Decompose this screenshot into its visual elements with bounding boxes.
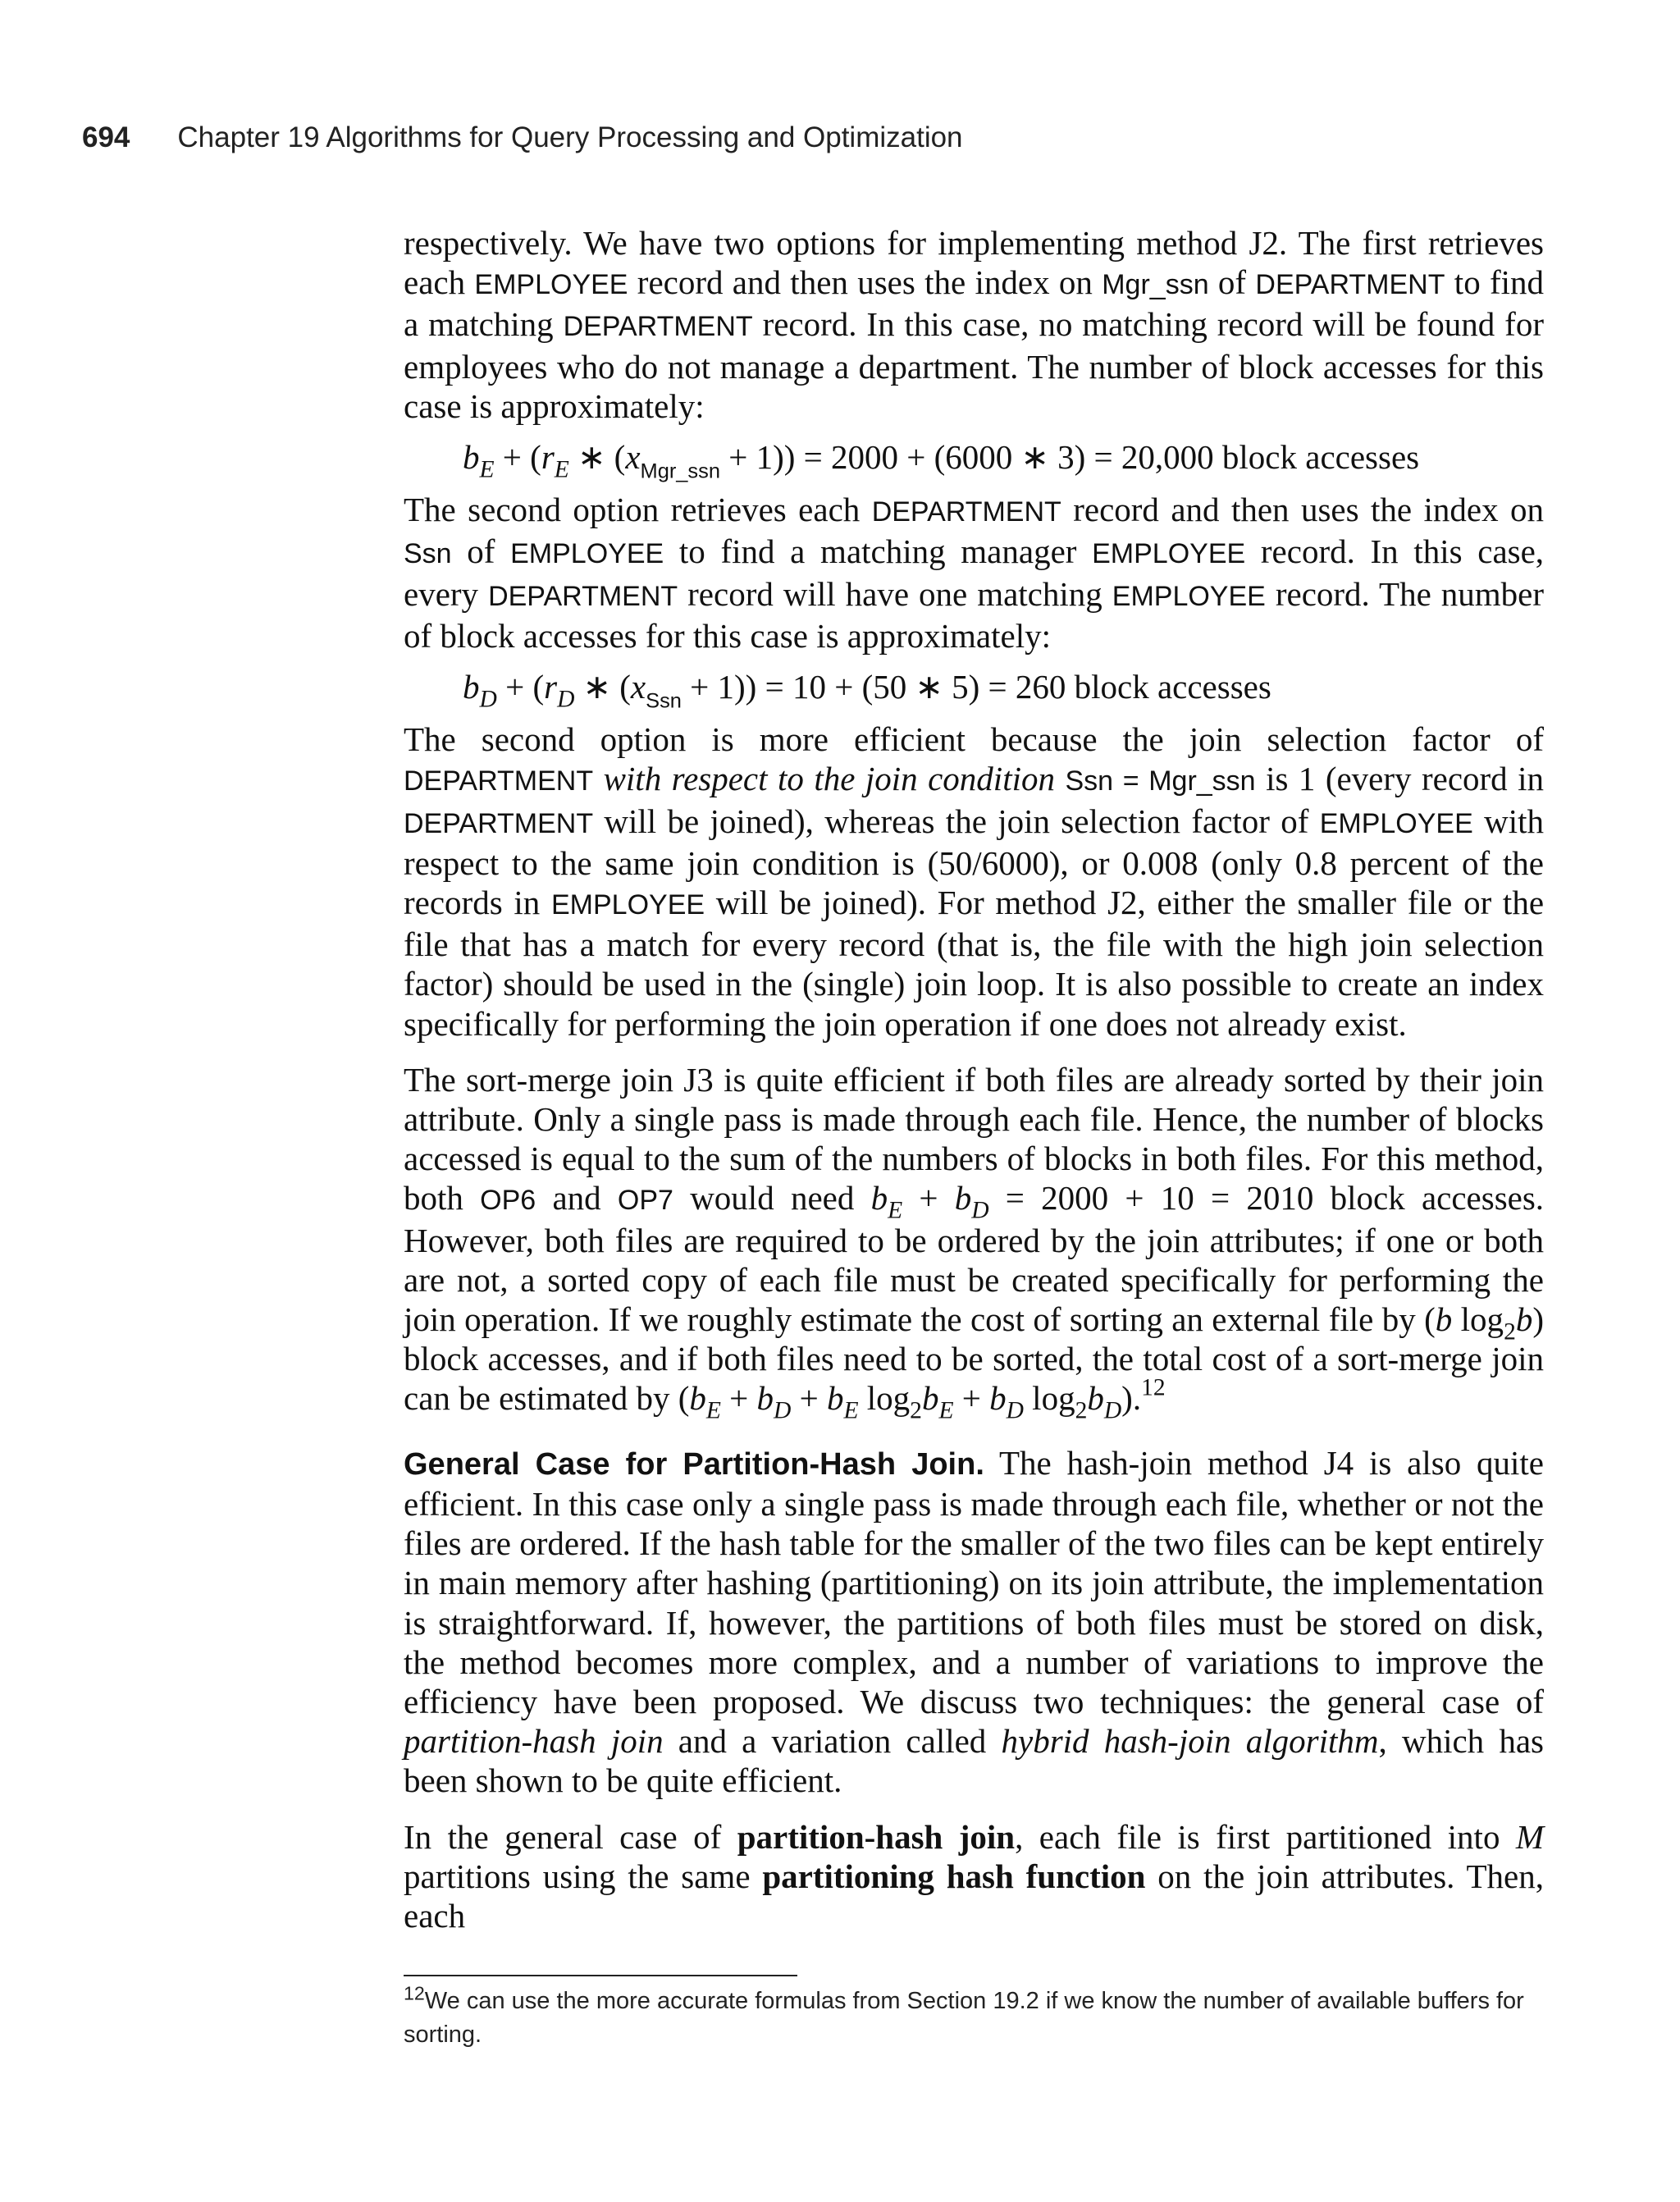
text: will be joined). For method J2, either the smaller file or the file that has a match for every record (that is, the file with the high join selection factor) should be used in the (single) join loop. It is also possible to create an index specifically for performing the join operation if one does not already exist. bbox=[404, 884, 1545, 1043]
bold-term: partitioning hash function bbox=[762, 1857, 1146, 1895]
italic-text: hybrid hash-join algorithm bbox=[1001, 1722, 1379, 1761]
text: will be joined), whereas the join selection factor of bbox=[604, 802, 1309, 840]
text: record. The number of block accesses for this case is approximately: bbox=[404, 574, 1545, 655]
text: is 1 (every record in bbox=[1266, 760, 1545, 798]
attribute-name: Ssn bbox=[1065, 765, 1114, 797]
attribute-name: Mgr_ssn bbox=[1148, 765, 1256, 797]
page-number: 694 bbox=[82, 121, 130, 153]
text: = 2000 + 10 = 2010 block accesses. However, both files are required to be ordered by the join attributes; if one or both are not, a sorted copy of each file must be created specifically for performing the join operation. If we roughly estimate the cost of sorting an external file by ( bbox=[404, 1179, 1545, 1339]
operation-name: OP6 bbox=[480, 1185, 536, 1217]
text: with respect to the same join condition is (50/6000), or 0.008 (only 0.8 percent of the records in bbox=[404, 802, 1545, 922]
relation-name: DEPARTMENT bbox=[1255, 269, 1445, 301]
text: ) block accesses, and if both files need to be sorted, the total cost of a sort-merge join can be estimated by ( bbox=[404, 1300, 1544, 1418]
relation-name: DEPARTMENT bbox=[563, 311, 753, 343]
text: to find a matching bbox=[404, 263, 1545, 344]
equation-option-one: $b_E + (r_E$ ∗ $(x_{Mgr\_ssn} + 1)) = 2000 + (6000$ ∗ 3) = 20,000 block accesses bbox=[463, 438, 1420, 483]
text: The second option is more efficient because the join selection factor of bbox=[404, 720, 1544, 759]
text: respectively. We have two options for implementing method J2. The first retrieves each bbox=[404, 224, 1544, 302]
text: partitions using the same bbox=[404, 1857, 751, 1895]
equation-text: + 1)) = 2000 + (6000 ∗ 3) = 20,000 block accesses bbox=[719, 438, 1420, 477]
text: , which has been shown to be quite efficient. bbox=[404, 1722, 1544, 1800]
text: record will have one matching bbox=[687, 574, 1102, 613]
text: The sort-merge join J3 is quite efficient if both files are already sorted by their join attribute. Only a single pass is made through each file. Hence, the number of blocks accessed is equal to the sum of the numbers of blocks in both files. For this method, both bbox=[404, 1060, 1544, 1217]
text: record and then uses the index on bbox=[1073, 491, 1545, 529]
bold-term: partition-hash join bbox=[737, 1817, 1016, 1856]
text: , each file is first partitioned into bbox=[1015, 1817, 1500, 1856]
text: record. In this case, no matching record will be found for employees who do not manage a department. The number of block accesses for this case is approximately: bbox=[404, 305, 1544, 425]
footnote bbox=[404, 1982, 1544, 2052]
subscript-attribute: Mgr_ssn bbox=[640, 459, 720, 483]
text: The second option retrieves each bbox=[404, 491, 861, 529]
text: on the join attributes. Then, each bbox=[404, 1857, 1544, 1935]
italic-variable: M bbox=[1515, 1817, 1545, 1856]
italic-text: partition-hash join bbox=[404, 1722, 664, 1761]
italic-text: with respect to the join condition bbox=[603, 760, 1055, 798]
relation-name: DEPARTMENT bbox=[404, 765, 594, 797]
text: to find a matching manager bbox=[678, 532, 1077, 571]
relation-name: DEPARTMENT bbox=[488, 580, 678, 612]
equation-option-two: $b_D + (r_D$ ∗ $(x_{Ssn} + 1)) = 10 + (50$ ∗ 5) = 260 block accesses bbox=[463, 668, 1271, 713]
equation-text: + 1)) = 10 + (50 ∗ 5) = 260 block accesses bbox=[681, 668, 1271, 706]
footnote-divider bbox=[404, 1975, 797, 1976]
relation-name: EMPLOYEE bbox=[510, 538, 664, 570]
attribute-name: Ssn bbox=[404, 538, 452, 570]
subscript-attribute: Ssn bbox=[646, 689, 682, 713]
text: In the general case of bbox=[404, 1817, 722, 1856]
operator: = bbox=[1113, 765, 1149, 797]
relation-name: EMPLOYEE bbox=[550, 889, 705, 921]
text: of bbox=[467, 532, 495, 571]
text: and a variation called bbox=[678, 1722, 987, 1761]
relation-name: EMPLOYEE bbox=[474, 269, 628, 301]
paragraph-partition-hash bbox=[404, 1443, 1544, 1801]
relation-name: EMPLOYEE bbox=[1319, 807, 1473, 839]
section-heading: General Case for Partition-Hash Join. bbox=[404, 1446, 984, 1482]
paragraph-j2-options bbox=[404, 223, 1544, 426]
text: record and then uses the index on bbox=[637, 263, 1093, 302]
text: The hash-join method J4 is also quite efficient. In this case only a single pass is made through each file, whether or not the files are ordered. If the hash table for the smaller of the two files can be kept entirely in main memory after hashing (partitioning) on its join attribute, the implementation is straightforward. If, however, the partitions of both files must be stored on disk, the method becomes more complex, and a number of variations to improve the efficiency have been proposed. We discuss two techniques: the general case of bbox=[404, 1443, 1545, 1720]
paragraph-sort-merge: The sort-merge join J3 is quite efficient if both files are already sorted by their join attribute. Only a single pass is made through each file. Hence, the number of blocks accessed is equal to the sum of the numbers of blocks in both files. For this method, both OP6 and OP7 would need $b_E + b_D = 2000 + 10 = 2010$ block accesses. However, both files are required to be ordered by the join attributes; if one or both are not, a sorted copy of each file must be created specifically for performing the join operation. If we roughly estimate the cost of sorting an external file by (b $\log_2b$) block accesses, and if both files need to be sorted, the total cost of a sort-merge join can be estimated by ($b_E + b_D + b_E$ $\log_2b_E + b_D$ $\log_2b_D).^{12}$ bbox=[404, 1060, 1545, 1424]
footnote-reference[interactable]: 12 bbox=[1141, 1374, 1166, 1401]
relation-name: DEPARTMENT bbox=[404, 807, 594, 839]
relation-name: EMPLOYEE bbox=[1112, 580, 1266, 612]
operation-name: OP7 bbox=[617, 1185, 673, 1217]
text: record. In this case, every bbox=[404, 532, 1545, 613]
text: would need bbox=[690, 1179, 855, 1217]
attribute-name: Mgr_ssn bbox=[1102, 269, 1209, 301]
text: of bbox=[1217, 263, 1247, 302]
footnote-number: 12 bbox=[404, 1982, 425, 2004]
relation-name: EMPLOYEE bbox=[1092, 538, 1246, 570]
chapter-title: Chapter 19 Algorithms for Query Processing and Optimization bbox=[177, 121, 963, 153]
footnote-text: We can use the more accurate formulas from Section 19.2 if we know the number of available buffers for sorting. bbox=[404, 1988, 1524, 2048]
text: ). bbox=[1121, 1379, 1142, 1418]
paragraph-efficiency bbox=[404, 720, 1544, 1044]
paragraph-general-case bbox=[404, 1817, 1544, 1936]
running-header bbox=[82, 121, 963, 154]
page-body bbox=[404, 223, 1544, 1935]
relation-name: DEPARTMENT bbox=[871, 496, 1061, 528]
text: and bbox=[552, 1179, 601, 1217]
paragraph-second-option bbox=[404, 490, 1544, 656]
